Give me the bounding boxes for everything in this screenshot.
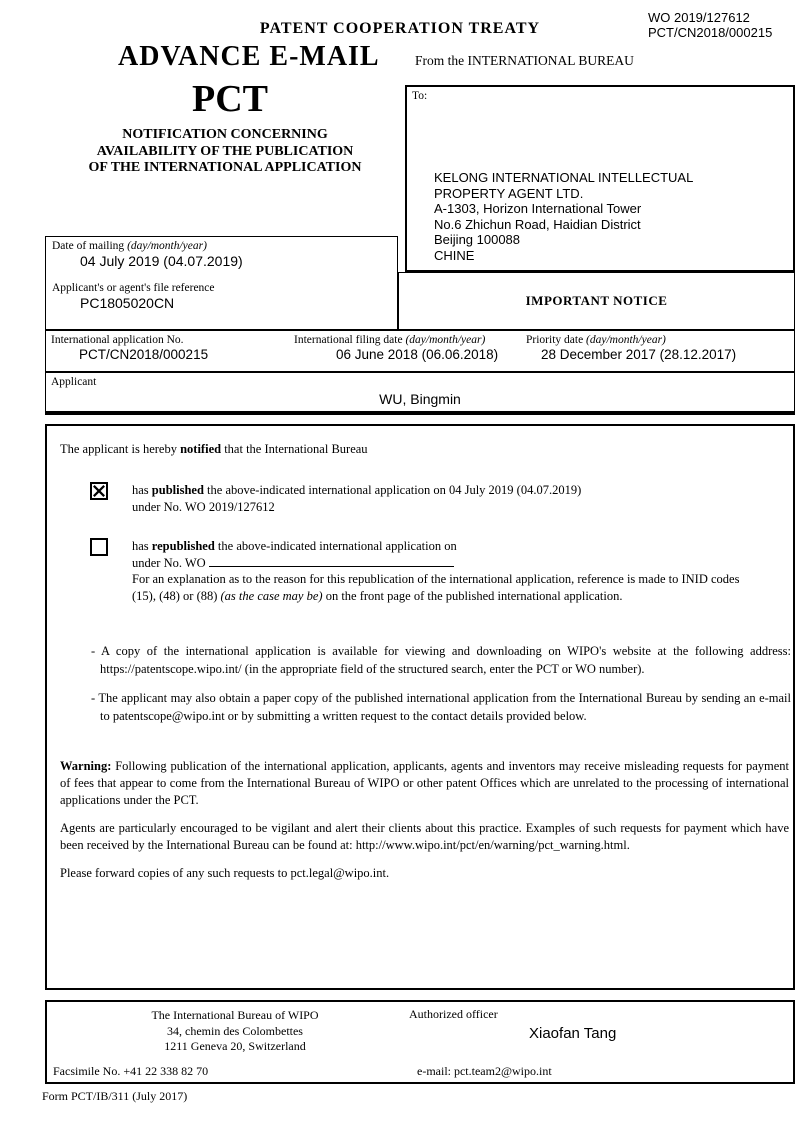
advance-email-heading: ADVANCE E-MAIL xyxy=(118,41,380,72)
address-line: CHINE xyxy=(434,247,475,263)
pct-application-number: PCT/CN2018/000215 xyxy=(648,25,773,40)
recipient-address-box xyxy=(405,85,795,272)
agents-paragraph: Agents are particularly encouraged to be vigilant and alert their clients about this practice. Examples of such requests for payment which have been received by the International Bureau can be found at: http://www.wipo.int/pct/en/warning/pct_warning.html. xyxy=(60,821,789,852)
wo-publication-number: WO 2019/127612 xyxy=(648,10,750,25)
application-info-row xyxy=(45,330,795,372)
important-notice-box: IMPORTANT NOTICE xyxy=(398,272,795,330)
address-line: PROPERTY AGENT LTD. xyxy=(434,185,584,201)
date-of-mailing-value: 04 July 2019 (04.07.2019) xyxy=(80,253,243,269)
intro-line: The applicant is hereby notified that the International Bureau xyxy=(60,442,368,456)
applicant-row xyxy=(45,372,795,415)
paper-copy-note: - The applicant may also obtain a paper copy of the published international application from the International Bureau by sending an e-mail to patentscope@wipo.int or by submitting a written request to the contact details provided below. xyxy=(91,691,791,723)
republication-explanation-line1: For an explanation as to the reason for this republication of the international application, reference is made to INID codes xyxy=(132,572,740,586)
contact-email: e-mail: pct.team2@wipo.int xyxy=(417,1064,552,1078)
priority-date-label: Priority date (day/month/year) xyxy=(526,334,666,346)
authorized-officer-name: Xiaofan Tang xyxy=(529,1025,617,1042)
priority-date-value: 28 December 2017 (28.12.2017) xyxy=(541,347,737,362)
contact-footer-box xyxy=(45,1000,795,1084)
address-line: Beijing 100088 xyxy=(434,232,521,247)
republished-statement: has republished the above-indicated international application on under No. WO For an explanation as to the reason for this republication of the international application, reference is made to INID codes (15), (48) or (88) (as the case may be) on the front page of the published international application. xyxy=(132,539,740,603)
republished-checkbox[interactable] xyxy=(90,538,108,556)
form-identifier: Form PCT/IB/311 (July 2017) xyxy=(42,1089,188,1103)
address-line: KELONG INTERNATIONAL INTELLECTUAL xyxy=(434,170,694,185)
filing-date-value: 06 June 2018 (06.06.2018) xyxy=(336,347,499,362)
notification-body-box xyxy=(45,424,795,990)
bureau-address: The International Bureau of WIPO 34, chemin des Colombettes 1211 Geneva 20, Switzerland xyxy=(151,1008,319,1053)
filing-date-cell xyxy=(294,334,498,362)
published-checkbox[interactable] xyxy=(90,482,108,500)
mailing-info-box xyxy=(45,236,398,330)
filing-date-label: International filing date (day/month/year) xyxy=(294,334,486,346)
availability-notes xyxy=(91,643,791,737)
facsimile-number: Facsimile No. +41 22 338 82 70 xyxy=(53,1064,209,1078)
applicant-value: WU, Bingmin xyxy=(379,391,461,407)
pct-logo: PCT xyxy=(192,78,268,120)
from-bureau-line: From the INTERNATIONAL BUREAU xyxy=(415,53,634,68)
published-statement: has published the above-indicated international application on 04 July 2019 (04.07.2019) under No. WO 2019/127612 xyxy=(132,483,582,514)
applicant-label: Applicant xyxy=(51,376,97,388)
publication-numbers xyxy=(648,10,772,40)
authorized-officer-label: Authorized officer xyxy=(409,1007,498,1021)
warning-paragraph: Warning: Following publication of the international application, applicants, agents and inventors may receive misleading requests for payment of fees that appear to come from the International Bureau of WIPO or other patent Offices which are unrelated to the processing of international applications under the PCT. xyxy=(60,759,789,807)
page-title: PATENT COOPERATION TREATY xyxy=(259,20,541,37)
date-of-mailing-label: Date of mailing (day/month/year) xyxy=(52,240,207,252)
recipient-address xyxy=(434,170,693,263)
published-wo-number-line: under No. WO 2019/127612 xyxy=(132,500,275,514)
file-reference-value: PC1805020CN xyxy=(80,295,175,311)
application-number-value: PCT/CN2018/000215 xyxy=(79,347,209,362)
application-number-cell xyxy=(51,334,208,362)
address-line: A-1303, Horizon International Tower xyxy=(434,201,642,216)
copy-availability-note: - A copy of the international application is available for viewing and downloading on WIPO's website at the following address: https://patentscope.wipo.int/ (in the appropriate field of the structured search, enter the PCT or WO number). xyxy=(91,644,792,676)
wo-number-blank-field[interactable] xyxy=(209,555,454,567)
application-number-label: International application No. xyxy=(51,334,184,346)
notification-title: NOTIFICATION CONCERNING AVAILABILITY OF THE PUBLICATION OF THE INTERNATIONAL APPLICATION xyxy=(88,127,362,175)
republication-explanation-line2: (15), (48) or (88) (as the case may be) on the front page of the published international application. xyxy=(132,588,623,603)
forward-requests-line: Please forward copies of any such requests to pct.legal@wipo.int. xyxy=(60,866,390,880)
file-reference-label: Applicant's or agent's file reference xyxy=(52,282,215,294)
checked-checkbox-icon xyxy=(93,485,105,497)
address-line: No.6 Zhichun Road, Haidian District xyxy=(434,216,641,232)
priority-date-cell xyxy=(526,334,736,362)
to-label: To: xyxy=(412,90,428,102)
